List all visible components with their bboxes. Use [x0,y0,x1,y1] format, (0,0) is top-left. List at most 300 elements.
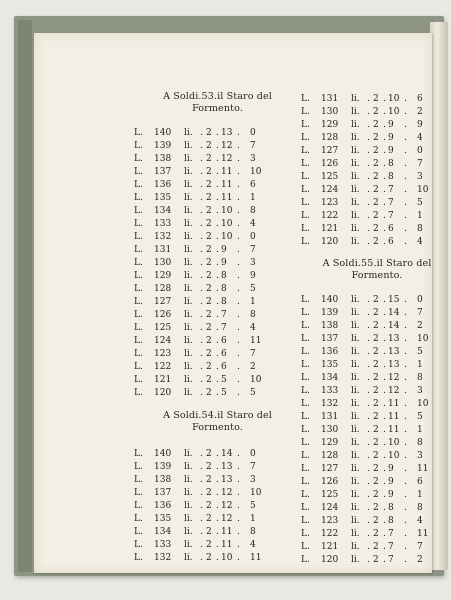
heading-line-1: A Soldi.53.il Staro del [163,91,272,102]
currency-label: li. [184,297,193,307]
lire-value: 2 [206,206,212,216]
table-row [134,244,286,257]
soldi-value: 9 [388,120,394,130]
soldi-value: 10 [221,553,233,563]
separator-dot: . [200,167,203,177]
separator-dot: . [404,477,407,487]
table-row [134,335,286,348]
unit-label: L. [134,362,143,372]
currency-label: li. [184,271,193,281]
denari-value: 1 [250,514,256,524]
table-row [134,153,286,166]
separator-dot: . [383,425,386,435]
unit-label: L. [301,120,310,130]
separator-dot: . [367,321,370,331]
separator-dot: . [367,490,370,500]
section-heading-54 [149,410,286,434]
table-row [134,179,286,192]
table-row [134,474,286,487]
separator-dot: . [383,412,386,422]
unit-label: L. [301,490,310,500]
separator-dot: . [216,271,219,281]
denari-value: 9 [250,271,256,281]
separator-dot: . [383,133,386,143]
currency-label: li. [351,490,360,500]
denari-value: 10 [417,185,429,195]
lire-value: 2 [373,516,379,526]
lire-value: 2 [206,349,212,359]
separator-dot: . [383,146,386,156]
unit-label: L. [301,412,310,422]
unit-label: L. [134,206,143,216]
separator-dot: . [237,128,240,138]
denari-value: 5 [417,347,423,357]
soldi-value: 10 [221,232,233,242]
separator-dot: . [383,464,386,474]
denari-value: 6 [250,180,256,190]
unit-label: L. [134,501,143,511]
unit-label: L. [301,386,310,396]
soldi-value: 11 [388,399,400,409]
soldi-value: 8 [221,271,227,281]
soldi-value: 12 [221,488,233,498]
soldi-value: 11 [221,180,233,190]
separator-dot: . [216,310,219,320]
unit-label: L. [301,555,310,565]
soldi-value: 13 [388,347,400,357]
separator-dot: . [383,211,386,221]
table-row [301,359,451,372]
lire-value: 2 [373,529,379,539]
separator-dot: . [216,462,219,472]
quantity: 133 [321,386,339,396]
soldi-value: 7 [388,555,394,565]
denari-value: 2 [417,321,423,331]
separator-dot: . [404,555,407,565]
separator-dot: . [367,529,370,539]
price-table-54-continued [301,93,451,249]
lire-value: 2 [373,373,379,383]
left-column [134,91,286,565]
quantity: 125 [321,490,339,500]
lire-value: 2 [206,180,212,190]
table-row [134,231,286,244]
currency-label: li. [184,527,193,537]
currency-label: li. [351,159,360,169]
unit-label: L. [301,503,310,513]
quantity: 129 [321,120,339,130]
denari-value: 2 [417,555,423,565]
section-heading-53 [149,91,286,115]
unit-label: L. [301,451,310,461]
separator-dot: . [216,514,219,524]
lire-value: 2 [373,503,379,513]
lire-value: 2 [206,553,212,563]
table-row [134,500,286,513]
unit-label: L. [134,180,143,190]
separator-dot: . [237,193,240,203]
soldi-value: 9 [388,464,394,474]
right-column [301,93,451,567]
lire-value: 2 [373,347,379,357]
denari-value: 3 [250,475,256,485]
lire-value: 2 [206,375,212,385]
denari-value: 7 [417,159,423,169]
lire-value: 2 [206,336,212,346]
unit-label: L. [301,198,310,208]
separator-dot: . [404,295,407,305]
soldi-value: 10 [388,107,400,117]
separator-dot: . [383,373,386,383]
separator-dot: . [200,180,203,190]
separator-dot: . [237,349,240,359]
separator-dot: . [383,438,386,448]
table-row [134,513,286,526]
separator-dot: . [383,542,386,552]
separator-dot: . [216,284,219,294]
currency-label: li. [351,146,360,156]
separator-dot: . [237,336,240,346]
denari-value: 11 [250,553,262,563]
table-row [301,489,451,502]
quantity: 132 [154,232,172,242]
unit-label: L. [301,237,310,247]
soldi-value: 12 [388,373,400,383]
soldi-value: 10 [388,451,400,461]
quantity: 131 [154,245,172,255]
separator-dot: . [367,399,370,409]
quantity: 120 [154,388,172,398]
separator-dot: . [367,198,370,208]
soldi-value: 9 [221,258,227,268]
unit-label: L. [134,154,143,164]
denari-value: 0 [417,146,423,156]
currency-label: li. [184,219,193,229]
soldi-value: 9 [388,477,394,487]
unit-label: L. [134,219,143,229]
lire-value: 2 [373,451,379,461]
quantity: 128 [321,133,339,143]
separator-dot: . [404,94,407,104]
soldi-value: 11 [388,425,400,435]
separator-dot: . [404,503,407,513]
soldi-value: 7 [221,323,227,333]
denari-value: 11 [417,464,429,474]
lire-value: 2 [206,475,212,485]
separator-dot: . [367,133,370,143]
unit-label: L. [134,297,143,307]
quantity: 140 [321,295,339,305]
separator-dot: . [216,475,219,485]
currency-label: li. [184,232,193,242]
lire-value: 2 [373,172,379,182]
unit-label: L. [301,295,310,305]
soldi-value: 10 [221,206,233,216]
lire-value: 2 [206,501,212,511]
unit-label: L. [301,360,310,370]
table-row [301,437,451,450]
separator-dot: . [200,501,203,511]
lire-value: 2 [206,310,212,320]
separator-dot: . [216,375,219,385]
denari-value: 8 [417,224,423,234]
lire-value: 2 [373,464,379,474]
separator-dot: . [367,120,370,130]
separator-dot: . [367,308,370,318]
separator-dot: . [216,388,219,398]
separator-dot: . [200,258,203,268]
denari-value: 4 [250,540,256,550]
denari-value: 5 [250,501,256,511]
currency-label: li. [351,542,360,552]
unit-label: L. [134,462,143,472]
separator-dot: . [404,237,407,247]
table-row [134,296,286,309]
table-row [134,461,286,474]
denari-value: 3 [417,386,423,396]
separator-dot: . [237,375,240,385]
table-row [301,372,451,385]
soldi-value: 13 [221,475,233,485]
separator-dot: . [237,527,240,537]
currency-label: li. [184,193,193,203]
table-row [301,106,451,119]
lire-value: 2 [373,237,379,247]
soldi-value: 6 [388,237,394,247]
currency-label: li. [184,180,193,190]
denari-value: 10 [417,334,429,344]
separator-dot: . [200,193,203,203]
denari-value: 1 [417,490,423,500]
book-page [34,33,432,573]
separator-dot: . [404,373,407,383]
separator-dot: . [216,540,219,550]
separator-dot: . [200,271,203,281]
denari-value: 1 [250,193,256,203]
soldi-value: 12 [221,514,233,524]
currency-label: li. [184,553,193,563]
table-row [301,132,451,145]
separator-dot: . [216,349,219,359]
table-row [301,93,451,106]
quantity: 121 [321,224,339,234]
lire-value: 2 [373,133,379,143]
soldi-value: 7 [388,185,394,195]
quantity: 122 [321,211,339,221]
table-row [134,387,286,400]
separator-dot: . [216,193,219,203]
lire-value: 2 [373,211,379,221]
denari-value: 5 [417,412,423,422]
separator-dot: . [200,310,203,320]
denari-value: 1 [250,297,256,307]
price-table-54 [134,448,286,565]
separator-dot: . [200,349,203,359]
separator-dot: . [216,258,219,268]
soldi-value: 8 [388,516,394,526]
soldi-value: 14 [221,449,233,459]
table-row [134,309,286,322]
separator-dot: . [383,347,386,357]
quantity: 134 [154,527,172,537]
separator-dot: . [237,540,240,550]
price-table-55 [301,294,451,567]
table-row [301,197,451,210]
separator-dot: . [200,527,203,537]
denari-value: 3 [417,172,423,182]
unit-label: L. [134,540,143,550]
table-row [134,257,286,270]
denari-value: 10 [250,167,262,177]
soldi-value: 9 [388,133,394,143]
separator-dot: . [367,146,370,156]
quantity: 136 [154,180,172,190]
separator-dot: . [237,323,240,333]
lire-value: 2 [373,555,379,565]
lire-value: 2 [206,167,212,177]
separator-dot: . [404,120,407,130]
price-table-53 [134,127,286,400]
quantity: 120 [321,555,339,565]
separator-dot: . [237,514,240,524]
soldi-value: 13 [221,462,233,472]
table-row [301,554,451,567]
table-row [134,283,286,296]
denari-value: 4 [250,323,256,333]
unit-label: L. [301,224,310,234]
separator-dot: . [200,514,203,524]
denari-value: 7 [250,462,256,472]
separator-dot: . [383,334,386,344]
currency-label: li. [351,211,360,221]
separator-dot: . [200,297,203,307]
currency-label: li. [351,438,360,448]
unit-label: L. [134,349,143,359]
table-row [301,171,451,184]
separator-dot: . [237,475,240,485]
separator-dot: . [383,120,386,130]
lire-value: 2 [206,232,212,242]
separator-dot: . [367,211,370,221]
separator-dot: . [404,334,407,344]
quantity: 125 [321,172,339,182]
unit-label: L. [301,438,310,448]
soldi-value: 5 [221,375,227,385]
separator-dot: . [404,386,407,396]
separator-dot: . [404,490,407,500]
currency-label: li. [351,425,360,435]
unit-label: L. [134,323,143,333]
quantity: 132 [321,399,339,409]
currency-label: li. [351,237,360,247]
separator-dot: . [216,206,219,216]
lire-value: 2 [206,323,212,333]
quantity: 137 [321,334,339,344]
unit-label: L. [134,336,143,346]
denari-value: 10 [250,488,262,498]
separator-dot: . [216,219,219,229]
soldi-value: 12 [221,154,233,164]
table-row [301,450,451,463]
separator-dot: . [216,180,219,190]
soldi-value: 9 [221,245,227,255]
separator-dot: . [383,237,386,247]
currency-label: li. [184,310,193,320]
currency-label: li. [184,336,193,346]
separator-dot: . [200,540,203,550]
separator-dot: . [200,284,203,294]
denari-value: 7 [250,245,256,255]
denari-value: 7 [250,141,256,151]
currency-label: li. [351,503,360,513]
soldi-value: 14 [388,308,400,318]
denari-value: 8 [417,373,423,383]
currency-label: li. [351,321,360,331]
currency-label: li. [351,224,360,234]
table-row [301,210,451,223]
currency-label: li. [351,334,360,344]
separator-dot: . [404,224,407,234]
soldi-value: 15 [388,295,400,305]
separator-dot: . [367,438,370,448]
separator-dot: . [404,360,407,370]
soldi-value: 11 [388,412,400,422]
unit-label: L. [301,334,310,344]
soldi-value: 13 [388,360,400,370]
lire-value: 2 [373,198,379,208]
soldi-value: 11 [221,167,233,177]
quantity: 140 [154,449,172,459]
unit-label: L. [134,553,143,563]
soldi-value: 11 [221,540,233,550]
denari-value: 8 [417,438,423,448]
quantity: 129 [321,438,339,448]
soldi-value: 8 [388,159,394,169]
quantity: 136 [154,501,172,511]
unit-label: L. [134,128,143,138]
separator-dot: . [200,362,203,372]
separator-dot: . [216,553,219,563]
quantity: 124 [154,336,172,346]
quantity: 126 [321,159,339,169]
lire-value: 2 [373,477,379,487]
table-row [301,528,451,541]
lire-value: 2 [206,284,212,294]
quantity: 122 [321,529,339,539]
separator-dot: . [383,477,386,487]
separator-dot: . [367,516,370,526]
currency-label: li. [351,172,360,182]
unit-label: L. [134,488,143,498]
unit-label: L. [301,542,310,552]
separator-dot: . [237,553,240,563]
quantity: 121 [321,542,339,552]
separator-dot: . [404,198,407,208]
soldi-value: 8 [388,503,394,513]
denari-value: 11 [250,336,262,346]
separator-dot: . [367,295,370,305]
lire-value: 2 [373,295,379,305]
denari-value: 3 [417,451,423,461]
quantity: 134 [321,373,339,383]
table-row [134,552,286,565]
denari-value: 4 [417,516,423,526]
separator-dot: . [216,527,219,537]
separator-dot: . [200,336,203,346]
separator-dot: . [237,488,240,498]
quantity: 137 [154,488,172,498]
unit-label: L. [301,94,310,104]
